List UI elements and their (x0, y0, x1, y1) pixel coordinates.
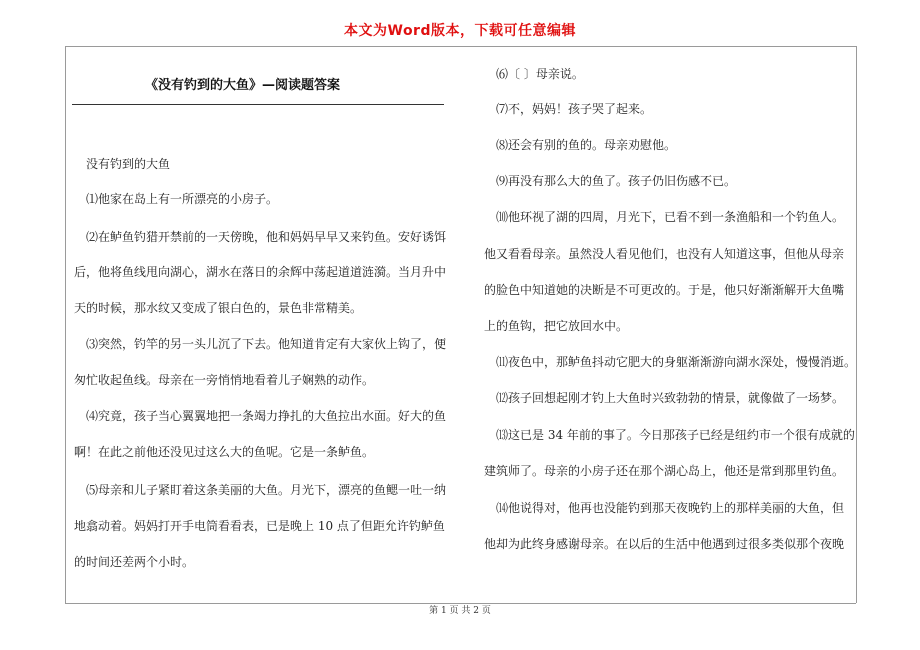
text-line: 的脸色中知道她的决断是不可更改的。于是，他只好渐渐解开大鱼嘴 (484, 283, 845, 297)
text-line: ⑾夜色中，那鲈鱼抖动它肥大的身躯渐渐游向湖水深处，慢慢消逝。 (496, 355, 857, 369)
text-line: ⒀这已是 34 年前的事了。今日那孩子已经是纽约市一个很有成就的 (496, 428, 855, 442)
page-footer (0, 598, 920, 617)
text-line: 天的时候，那水纹又变成了银白色的，景色非常精美。 (74, 301, 363, 315)
text-line: 的时间还差两个小时。 (74, 555, 195, 569)
text-line: ⑿孩子回想起刚才钓上大鱼时兴致勃勃的情景，就像做了一场梦。 (496, 391, 845, 405)
page-border-right (856, 46, 857, 603)
document-title: 《没有钓到的大鱼》—阅读题答案 (145, 78, 341, 93)
text-line: ⑻还会有别的鱼的。母亲劝慰他。 (496, 138, 677, 152)
text-line: ⑵在鲈鱼钓猎开禁前的一天傍晚，他和妈妈早早又来钓鱼。安好诱饵 (86, 230, 447, 244)
text-line: ⑸母亲和儿子紧盯着这条美丽的大鱼。月光下，漂亮的鱼鳃一吐一纳 (86, 483, 447, 497)
page-border-top (65, 46, 856, 47)
text-line: ⑷究竟，孩子当心翼翼地把一条竭力挣扎的大鱼拉出水面。好大的鱼 (86, 409, 447, 423)
text-line: ⑽他环视了湖的四周，月光下，已看不到一条渔船和一个钓鱼人。 (496, 210, 845, 224)
text-line: 地翕动着。妈妈打开手电筒看看表，已是晚上 10 点了但距允许钓鲈鱼 (74, 519, 445, 533)
page-number: 第 1 页 共 2 页 (423, 606, 497, 616)
text-line: 匆忙收起鱼线。母亲在一旁悄悄地看着儿子娴熟的动作。 (74, 373, 375, 387)
text-line: ⑺不，妈妈！孩子哭了起来。 (496, 102, 653, 116)
text-line: 他却为此终身感谢母亲。在以后的生活中他遇到过很多类似那个夜晚 (484, 537, 845, 551)
title-underline (72, 104, 444, 105)
text-line: ⑹〔 〕母亲说。 (496, 67, 584, 81)
page-border-left (65, 46, 66, 603)
text-line: ⑴他家在岛上有一所漂亮的小房子。 (86, 192, 279, 206)
text-line: 没有钓到的大鱼 (86, 157, 171, 171)
text-line: ⑶突然，钓竿的另一头儿沉了下去。他知道肯定有大家伙上钩了，便 (86, 337, 447, 351)
watermark-banner: 本文为Word版本，下载可任意编辑 (344, 23, 576, 39)
text-line: 建筑师了。母亲的小房子还在那个湖心岛上，他还是常到那里钓鱼。 (484, 464, 845, 478)
text-line: 后，他将鱼线甩向湖心，湖水在落日的余辉中荡起道道涟漪。当月升中 (74, 265, 447, 279)
text-line: 他又看看母亲。虽然没人看见他们，也没有人知道这事，但他从母亲 (484, 247, 845, 261)
text-line: 上的鱼钩，把它放回水中。 (484, 319, 629, 333)
text-line: 啊！在此之前他还没见过这么大的鱼呢。它是一条鲈鱼。 (74, 445, 375, 459)
text-line: ⒁他说得对，他再也没能钓到那天夜晚钓上的那样美丽的大鱼，但 (496, 501, 845, 515)
text-line: ⑼再没有那么大的鱼了。孩子仍旧伤感不已。 (496, 174, 737, 188)
